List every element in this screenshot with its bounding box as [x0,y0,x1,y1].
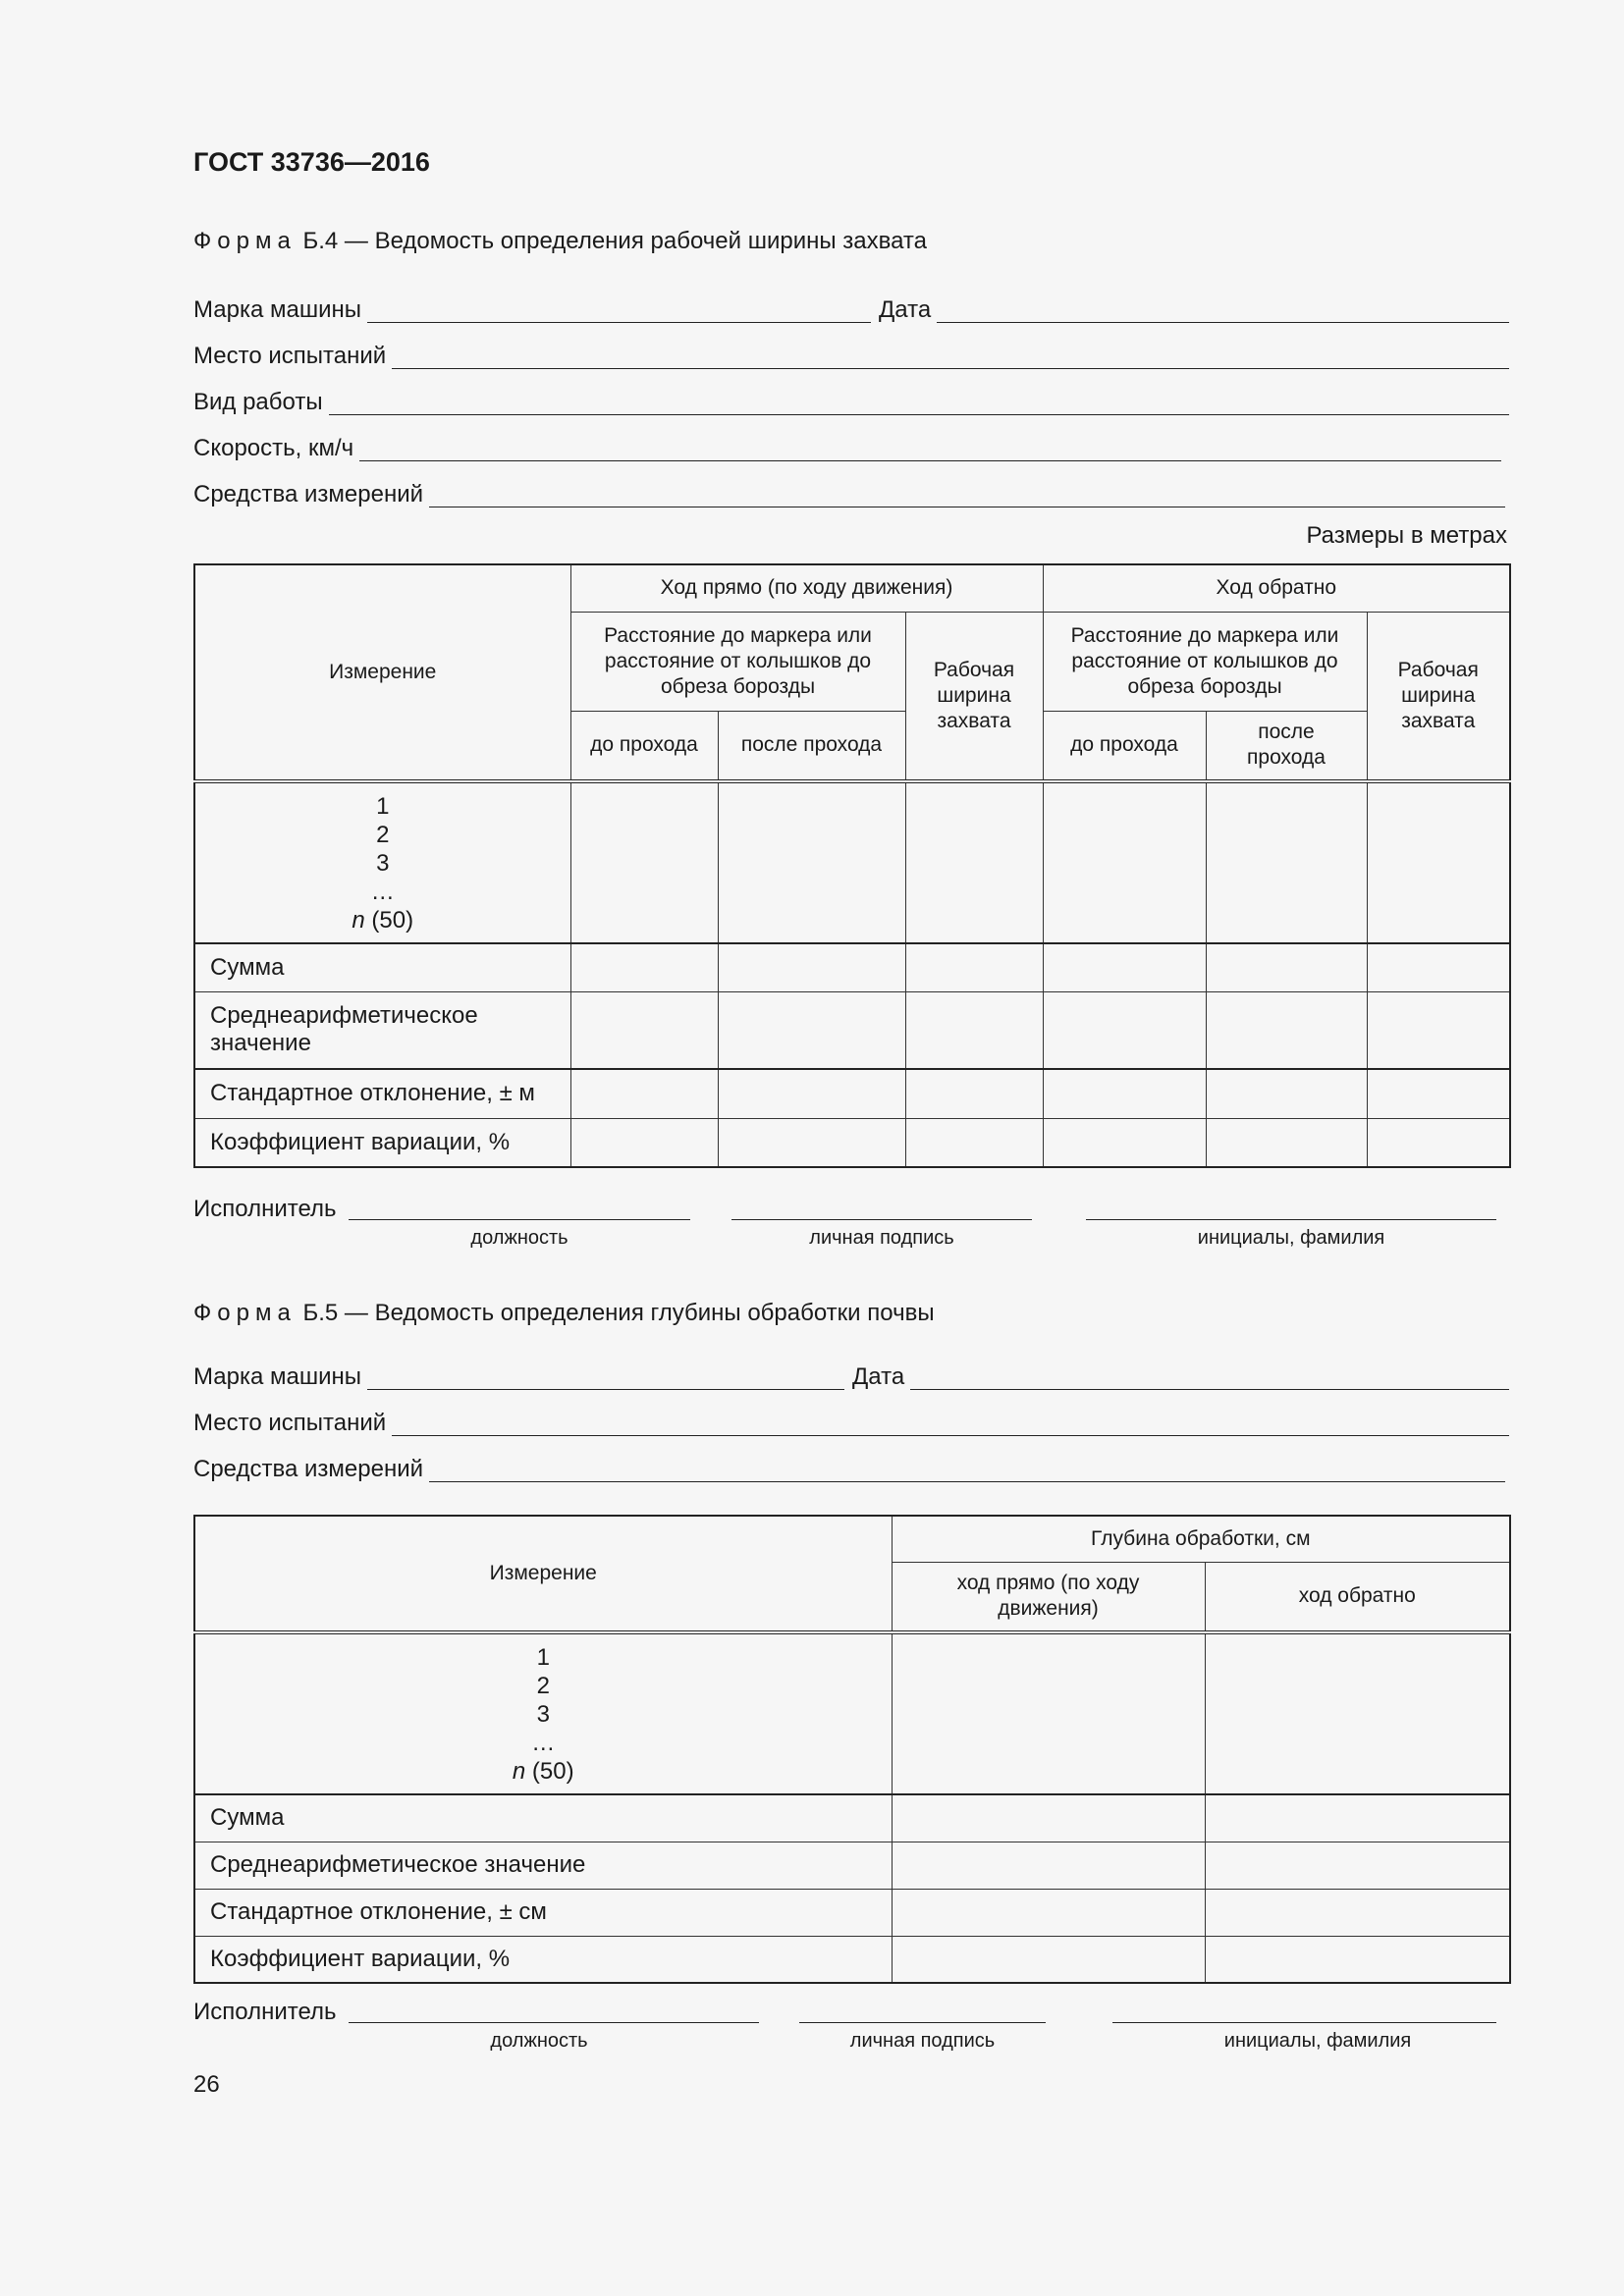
form-b4-row-mean: Среднеарифметическое значение [194,991,570,1069]
table-cell[interactable] [1206,781,1367,943]
form-b4-place-field[interactable] [392,346,1509,369]
form-b4-instruments-row [193,474,1505,507]
table-cell[interactable] [570,943,718,991]
form-b4-worktype-row [193,382,1509,415]
form-b5-date-field[interactable] [910,1366,1509,1390]
table-cell[interactable] [718,1118,905,1167]
row-number: 1 [536,1643,550,1671]
table-cell[interactable] [905,781,1043,943]
table-cell[interactable] [892,1842,1205,1889]
form-b4-place-label: Место испытаний [193,343,387,369]
table-cell[interactable] [1043,1069,1206,1118]
form-b5-machine-field[interactable] [367,1366,844,1390]
form-b5-measure-numbers [194,1632,892,1794]
form-b4-speed-field[interactable] [359,438,1501,461]
form-b5-row-cv: Коэффициент вариации, % [194,1936,892,1983]
table-cell[interactable] [892,1889,1205,1936]
form-b4-row-cv: Коэффициент вариации, % [194,1118,570,1167]
row-number-n: n (50) [352,906,414,934]
table-cell[interactable] [1205,1936,1510,1983]
row-number: 2 [536,1672,550,1699]
table-cell[interactable] [1043,1118,1206,1167]
table-cell[interactable] [892,1632,1205,1794]
row-ellipsis: … [531,1729,556,1756]
document-title: ГОСТ 33736—2016 [193,147,430,177]
table-cell[interactable] [570,991,718,1069]
form-b4-instruments-field[interactable] [429,484,1505,507]
form-b4-signature-caption: личная подпись [809,1227,954,1249]
row-number-n: n (50) [512,1757,574,1785]
form-b4-measure-numbers [194,781,570,943]
table-cell[interactable] [718,1069,905,1118]
table-cell[interactable] [1043,943,1206,991]
form-b5-title-prefix: Форма [193,1300,297,1326]
table-cell[interactable] [1043,781,1206,943]
form-b5-row-mean: Среднеарифметическое значение [194,1842,892,1889]
form-b4-forward-after: после прохода [718,711,905,781]
page-number: 26 [193,2071,220,2098]
table-cell[interactable] [905,943,1043,991]
form-b4-back-after: после прохода [1206,711,1367,781]
form-b4-title [193,228,927,255]
form-b4-speed-row [193,428,1501,461]
form-b5-instruments-field[interactable] [429,1459,1505,1482]
form-b4-forward-before: до прохода [570,711,718,781]
table-cell[interactable] [892,1936,1205,1983]
form-b4-back-before: до прохода [1043,711,1206,781]
form-b5-table [193,1515,1511,1984]
table-cell[interactable] [718,991,905,1069]
form-b5-place-row [193,1403,1509,1436]
form-b5-group-depth: Глубина обработки, см [892,1516,1510,1562]
form-b4-machine-date-row [193,290,1509,323]
row-number: 3 [536,1700,550,1728]
form-b4-instruments-label: Средства измерений [193,481,424,507]
form-b4-position-caption: должность [470,1227,568,1249]
table-cell[interactable] [570,1118,718,1167]
row-ellipsis: … [370,878,395,905]
form-b4-forward-distance-header: Расстояние до маркера или расстояние от колышков до обреза борозды [570,612,905,711]
form-b4-name-caption: инициалы, фамилия [1197,1227,1385,1249]
table-cell[interactable] [718,943,905,991]
form-b4-executor-label: Исполнитель [193,1196,337,1222]
form-b5-executor-label: Исполнитель [193,1999,337,2025]
table-cell[interactable] [1367,1069,1510,1118]
form-b4-back-distance-header: Расстояние до маркера или расстояние от колышков до обреза борозды [1043,612,1367,711]
form-b4-speed-label: Скорость, км/ч [193,435,354,461]
form-b4-group-forward: Ход прямо (по ходу движения) [570,564,1043,612]
form-b4-col-measure: Измерение [194,564,570,781]
form-b5-signature-line[interactable] [799,2021,1046,2023]
form-b4-place-row [193,336,1509,369]
form-b5-back-header: ход обратно [1205,1562,1510,1632]
form-b5-title [193,1300,935,1327]
table-cell[interactable] [905,1118,1043,1167]
form-b5-name-line[interactable] [1112,2021,1496,2023]
table-cell[interactable] [1205,1794,1510,1842]
table-cell[interactable] [905,991,1043,1069]
form-b5-machine-label: Марка машины [193,1363,362,1390]
table-cell[interactable] [1367,781,1510,943]
form-b4-signature-line[interactable] [731,1218,1032,1220]
form-b5-row-std: Стандартное отклонение, ± см [194,1889,892,1936]
form-b4-worktype-field[interactable] [329,392,1509,415]
form-b5-name-caption: инициалы, фамилия [1223,2030,1412,2052]
table-cell[interactable] [1205,1889,1510,1936]
form-b4-title-prefix: Форма [193,228,297,254]
table-cell[interactable] [1206,1118,1367,1167]
table-cell[interactable] [718,781,905,943]
table-cell[interactable] [905,1069,1043,1118]
form-b5-machine-date-row [193,1357,1509,1390]
form-b4-date-label: Дата [879,296,932,323]
form-b4-machine-label: Марка машины [193,296,362,323]
form-b4-row-sum: Сумма [194,943,570,991]
form-b4-back-width-header: Рабочая ширина захвата [1367,612,1510,781]
form-b5-instruments-label: Средства измерений [193,1456,424,1482]
row-number: 2 [376,821,390,848]
table-cell[interactable] [1206,991,1367,1069]
table-cell[interactable] [1206,943,1367,991]
units-note: Размеры в метрах [1306,522,1507,549]
form-b5-forward-header: ход прямо (по ходу движения) [892,1562,1205,1632]
form-b5-signature-caption: личная подпись [849,2030,996,2052]
table-cell[interactable] [892,1794,1205,1842]
form-b4-forward-width-header: Рабочая ширина захвата [905,612,1043,781]
form-b4-date-field[interactable] [937,299,1509,323]
table-cell[interactable] [1206,1069,1367,1118]
table-cell[interactable] [1043,991,1206,1069]
form-b4-machine-field[interactable] [367,299,871,323]
form-b4-name-line[interactable] [1086,1218,1496,1220]
row-number: 1 [376,792,390,820]
form-b5-position-caption: должность [490,2030,588,2052]
table-cell[interactable] [1367,943,1510,991]
table-cell[interactable] [570,1069,718,1118]
form-b4-worktype-label: Вид работы [193,389,323,415]
form-b5-place-label: Место испытаний [193,1410,387,1436]
table-cell[interactable] [1367,1118,1510,1167]
form-b5-position-line[interactable] [349,2021,759,2023]
form-b4-group-back: Ход обратно [1043,564,1510,612]
table-cell[interactable] [1205,1632,1510,1794]
form-b5-row-sum: Сумма [194,1794,892,1842]
form-b4-position-line[interactable] [349,1218,690,1220]
form-b5-col-measure: Измерение [194,1516,892,1632]
form-b5-instruments-row [193,1449,1505,1482]
form-b4-row-std: Стандартное отклонение, ± м [194,1069,570,1118]
row-number: 3 [376,849,390,877]
form-b5-date-label: Дата [852,1363,905,1390]
form-b5-title-text: Б.5 — Ведомость определения глубины обработки почвы [302,1300,935,1326]
table-cell[interactable] [570,781,718,943]
table-cell[interactable] [1205,1842,1510,1889]
form-b5-place-field[interactable] [392,1413,1509,1436]
form-b4-title-text: Б.4 — Ведомость определения рабочей ширины захвата [302,228,927,254]
form-b4-table [193,563,1511,1168]
table-cell[interactable] [1367,991,1510,1069]
